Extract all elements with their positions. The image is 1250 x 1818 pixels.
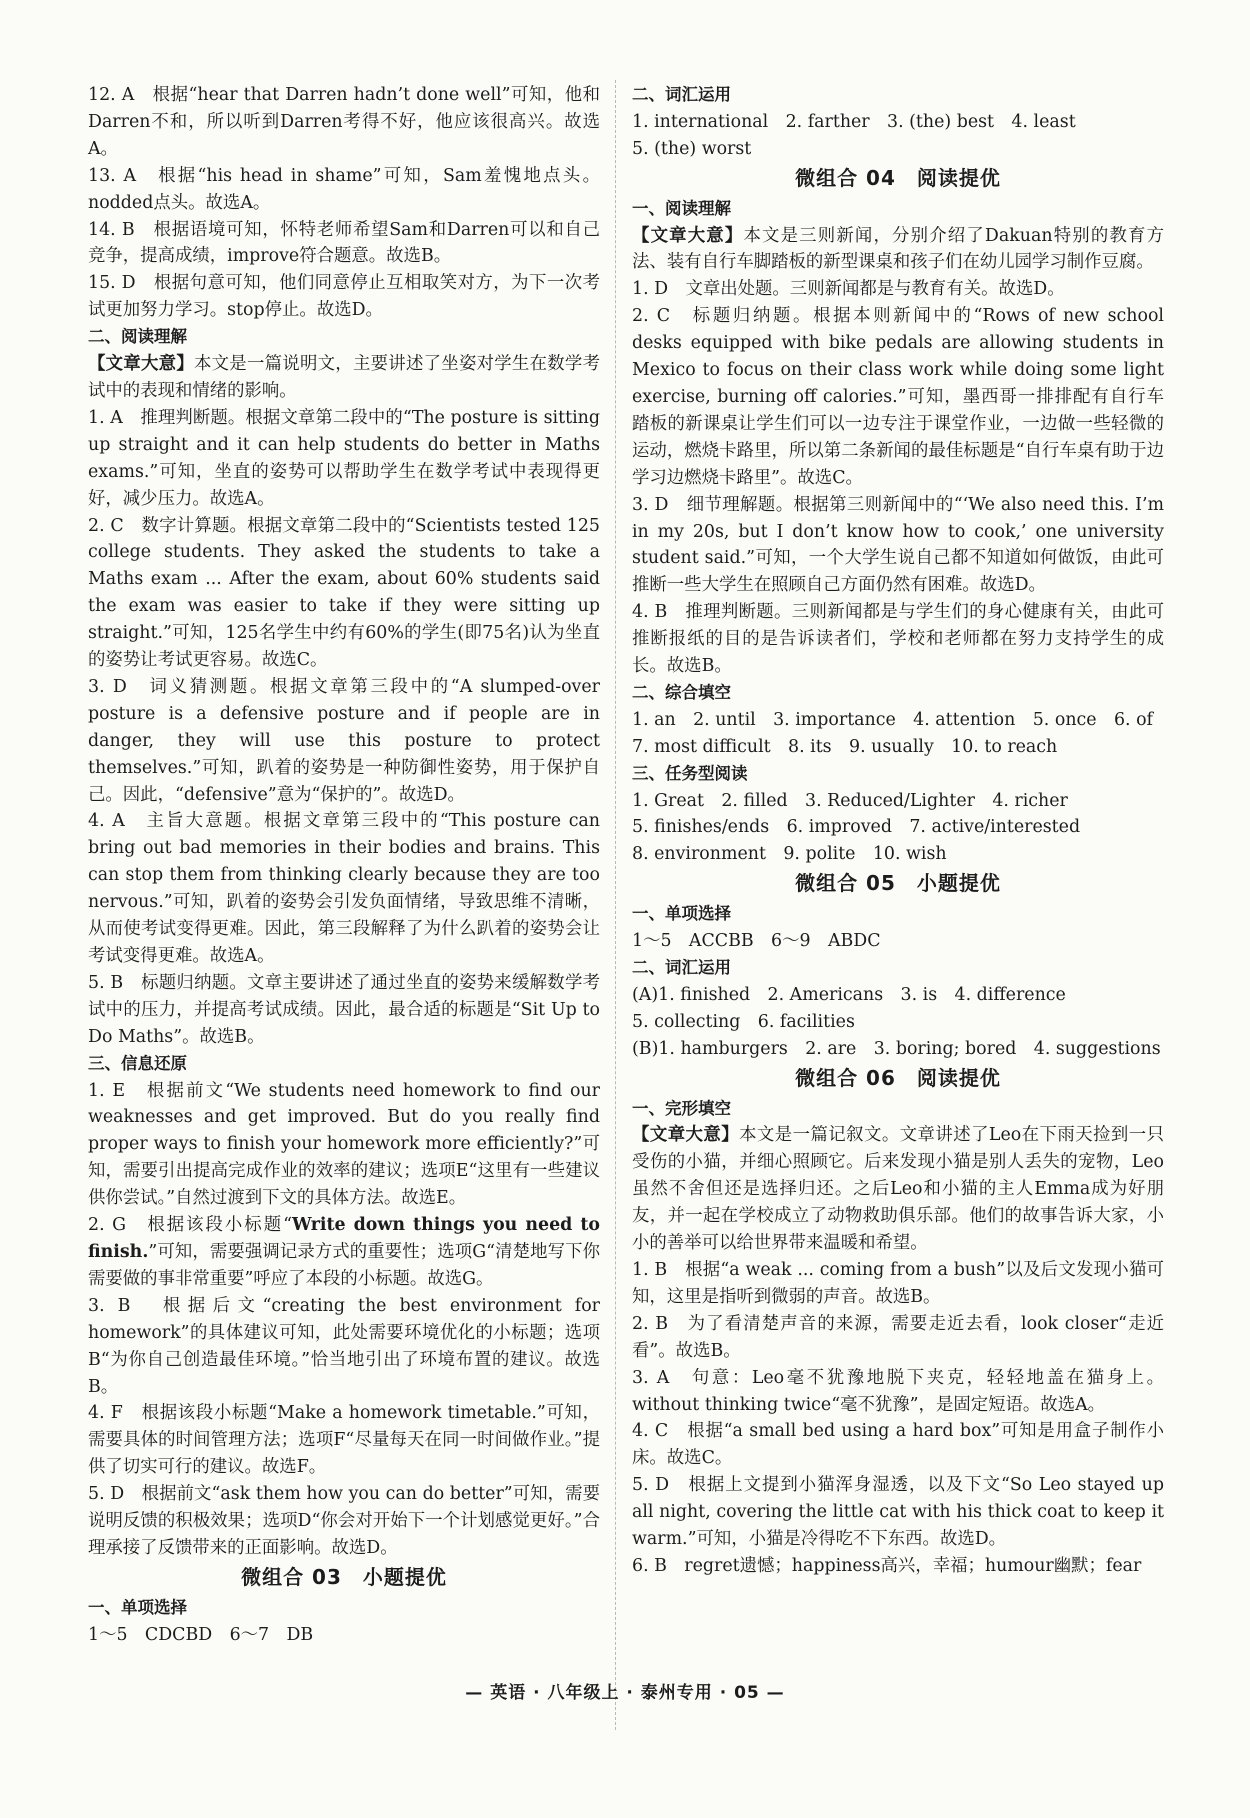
group-05-a-line-1: (A)1. finished 2. Americans 3. is 4. difference [632,984,1066,1005]
group-05-a-line-2: 5. collecting 6. facilities [632,1011,855,1032]
reading-answer-3: 3. D 词义猜测题。根据文章第三段中的“A slumped-over posture is a defensive posture and if people are in danger, they will use this posture to protect themselves.”可知，趴着的姿势是一种防御性姿势，用于保护自己。因此，“defensive”意为“保护的”。故选D。 [88,676,600,805]
info-answer-2-post: ”可知，需要强调记录方式的重要性；选项G“清楚地写下你需要做的事非常重要”呼应了本段的小标题。故选G。 [88,1241,600,1289]
group-06-answer-1: 1. B 根据“a weak ... coming from a bush”以及后文发现小猫可知，这里是指听到微弱的声音。故选B。 [632,1259,1164,1307]
answer-15: 15. D 根据句意可知，他们同意停止互相取笑对方，为下一次考试更加努力学习。stop停止。故选D。 [88,273,600,321]
reading-answer-1: 1. A 推理判断题。根据文章第二段中的“The posture is sitting up straight and it can help students do better in Maths exams.”可知，坐直的姿势可以帮助学生在数学考试中表现得更好，减少压力。故选A。 [88,407,600,509]
group-04-answer-3: 3. D 细节理解题。根据第三则新闻中的“‘We also need this. I’m in my 20s, but I don’t know how to cook,’ one university student said.”可知，一个大学生说自己都不知道如何做饭，由此可推断一些大学生在照顾自己方面仍然有困难。故选D。 [632,494,1164,596]
group-05-section-2: 二、词汇运用 [632,958,731,977]
group-06-answer-5: 5. D 根据上文提到小猫浑身湿透，以及下文“So Leo stayed up all night, covering the little cat with his thick coat to keep it warm.”可知，小猫是冷得吃不下东西。故选D。 [632,1475,1164,1550]
group-06-summary [632,1122,1164,1257]
info-answer-2-bold: Write down things you need to finish. [88,1215,600,1262]
section-reading-heading: 二、阅读理解 [88,327,187,347]
group-04-fill-2: 7. most difficult 8. its 9. usually 10. to reach [632,736,1058,757]
info-answer-4: 4. F 根据该段小标题“Make a homework timetable.”可知，需要具体的时间管理方法；选项F“尽量每天在同一时间做作业。”提供了切实可行的建议。故选F。 [88,1403,600,1478]
group-04-section-3: 三、任务型阅读 [632,763,748,783]
reading-answer-4: 4. A 主旨大意题。根据文章第三段中的“This posture can bring out bad memories in their bodies and brains. This can stop them from thinking clearly because they are too nervous.”可知，趴着的姿势会引发负面情绪，导致思维不清晰，从而使考试变得更难。因此，第三段解释了为什么趴着的姿势会让考试变得更难。故选A。 [88,811,600,966]
group-04-fill-1: 1. an 2. until 3. importance 4. attention 5. once 6. of [632,709,1153,730]
left-column [88,82,600,1649]
group-06-title: 微组合 06 阅读提优 [795,1065,1001,1090]
group-04-task-2: 5. finishes/ends 6. improved 7. active/interested [632,817,1081,838]
vocab-heading: 二、词汇运用 [632,85,731,104]
group-06-answer-6: 6. B regret遗憾；happiness高兴，幸福；humour幽默；fear [632,1555,1142,1576]
info-answer-2-pre: 2. G 根据该段小标题“ [88,1215,292,1236]
group-04-section-1: 一、阅读理解 [632,198,731,218]
group-06-summary-label: 【文章大意】 [632,1125,740,1146]
group-03-answers: 1～5 CDCBD 6～7 DB [88,1624,314,1645]
group-06-answer-2: 2. B 为了看清楚声音的来源，需要走近去看，look closer“走近看”。故选B。 [632,1313,1164,1361]
info-answer-1: 1. E 根据前文“We students need homework to find our weaknesses and get improved. But do you really find proper ways to finish your homework more efficiently?”可知，需要引出提高完成作业的效率的建议；选项E“这里有一些建议供你尝试。”自然过渡到下文的具体方法。故选E。 [88,1080,600,1209]
info-answer-5: 5. D 根据前文“ask them how you can do better”可知，需要说明反馈的积极效果；选项D“你会对开始下一个计划感觉更好。”合理承接了反馈带来的正面影响。故选D。 [88,1484,600,1558]
group-06-answer-4: 4. C 根据“a small bed using a hard box”可知是用盒子制作小床。故选C。 [632,1421,1164,1469]
answer-13: 13. A 根据“his head in shame”可知，Sam羞愧地点头。nodded点头。故选A。 [88,165,600,213]
right-column [632,82,1164,1580]
column-divider [615,80,616,1730]
group-06-summary-text: 本文是一篇记叙文。文章讲述了Leo在下雨天捡到一只受伤的小猫，并细心照顾它。后来发现小猫是别人丢失的宠物，Leo虽然不舍但还是选择归还。之后Leo和小猫的主人Emma成为好朋友，并一起在学校成立了动物救助俱乐部。他们的故事告诉大家，小小的善举可以给世界带来温暖和希望。 [632,1125,1164,1254]
group-03-section-1: 一、单项选择 [88,1597,187,1617]
group-05-b-line-1: (B)1. hamburgers 2. are 3. boring; bored 4. suggestions [632,1038,1161,1059]
group-04-task-3: 8. environment 9. polite 10. wish [632,844,947,865]
group-04-summary [632,223,1164,277]
summary-text: 本文是一篇说明文，主要讲述了坐姿对学生在数学考试中的表现和情绪的影响。 [88,354,600,401]
reading-answer-2: 2. C 数字计算题。根据文章第二段中的“Scientists tested 125 college students. They asked the students to take a Maths exam ... After the exam, about 60% students said the exam was easier to take if they were sitting up straight.”可知，125名学生中约有60%的学生(即75名)认为坐直的姿势让考试更容易。故选C。 [88,515,600,671]
group-05-section-1: 一、单项选择 [632,904,731,924]
group-04-section-2: 二、综合填空 [632,682,731,702]
group-04-summary-text: 本文是三则新闻，分别介绍了Dakuan特别的教育方法、装有自行车脚踏板的新型课桌和孩子们在幼儿园学习制作豆腐。 [632,225,1164,273]
vocab-line-1: 1. international 2. farther 3. (the) best 4. least [632,111,1076,132]
article-summary [88,351,600,405]
reading-answer-5: 5. B 标题归纳题。文章主要讲述了通过坐直的姿势来缓解数学考试中的压力，并提高考试成绩。因此，最合适的标题是“Sit Up to Do Maths”。故选B。 [88,972,600,1047]
group-06-section-1: 一、完形填空 [632,1098,731,1118]
group-04-summary-label: 【文章大意】 [632,225,744,246]
group-05-title: 微组合 05 小题提优 [795,871,1001,896]
group-04-title: 微组合 04 阅读提优 [795,165,1001,190]
vocab-line-2: 5. (the) worst [632,138,752,159]
group-04-answer-2: 2. C 标题归纳题。根据本则新闻中的“Rows of new school desks equipped with bike pedals are allowing students in Mexico to focus on their class work while doing some light exercise, burning off calories.”可知，墨西哥一排排配有自行车踏板的新课桌让学生们可以一边专注于课堂作业，一边做一些轻微的运动，燃烧卡路里，所以第二条新闻的最佳标题是“自行车桌有助于边学习边燃烧卡路里”。故选C。 [632,306,1164,488]
group-06-answer-3: 3. A 句意：Leo毫不犹豫地脱下夹克，轻轻地盖在猫身上。without thinking twice“毫不犹豫”，是固定短语。故选A。 [632,1367,1164,1415]
group-04-answer-4: 4. B 推理判断题。三则新闻都是与学生们的身心健康有关，由此可推断报纸的目的是告诉读者们，学校和老师都在努力支持学生的成长。故选B。 [632,602,1164,677]
group-05-answers: 1～5 ACCBB 6～9 ABDC [632,931,881,952]
page-footer: — 英语 · 八年级上 · 泰州专用 · 05 — [465,1683,785,1703]
section-info-heading: 三、信息还原 [88,1053,187,1073]
group-04-task-1: 1. Great 2. filled 3. Reduced/Lighter 4. richer [632,790,1068,811]
info-answer-2 [88,1212,600,1293]
group-04-answer-1: 1. D 文章出处题。三则新闻都是与教育有关。故选D。 [632,279,1065,300]
answer-14: 14. B 根据语境可知，怀特老师希望Sam和Darren可以和自己竞争，提高成绩，improve符合题意。故选B。 [88,219,600,267]
group-03-title: 微组合 03 小题提优 [241,1564,447,1589]
info-answer-3: 3. B 根据后文“creating the best environment for homework”的具体建议可知，此处需要环境优化的小标题；选项B“为你自己创造最佳环境。”恰当地引出了环境布置的建议。故选B。 [88,1295,600,1397]
summary-label: 【文章大意】 [88,354,194,375]
answer-12: 12. A 根据“hear that Darren hadn’t done well”可知，他和Darren不和，所以听到Darren考得不好，他应该很高兴。故选A。 [88,85,600,159]
